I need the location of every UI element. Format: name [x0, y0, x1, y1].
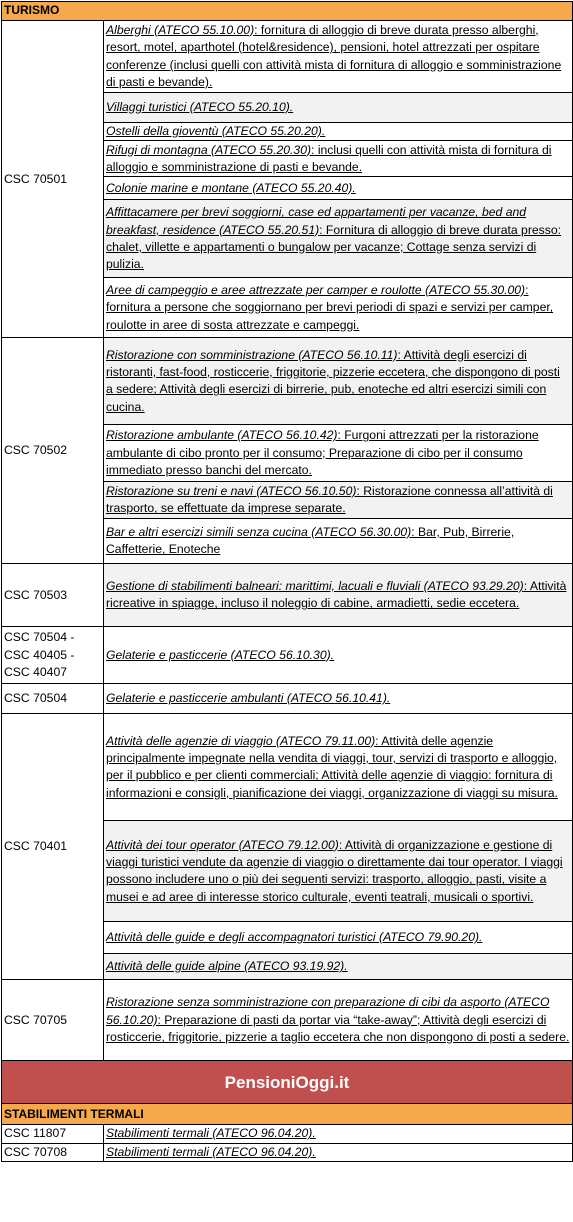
activity-description	[104, 200, 573, 278]
activity-description	[104, 1143, 573, 1161]
table-row	[2, 21, 573, 93]
activity-description	[104, 922, 573, 954]
table-row	[2, 980, 573, 1061]
activity-description	[104, 684, 573, 714]
activity-title: Attività delle agenzie di viaggio (ATECO 79.11.00)	[106, 733, 376, 748]
activity-title: Gelaterie e pasticcerie ambulanti (ATECO 56.10.41).	[106, 691, 391, 706]
csc-code: CSC 11807	[2, 1125, 104, 1143]
activity-title: Ostelli della gioventù (ATECO 55.20.20).	[106, 124, 326, 138]
activity-text: : Attività di organizzazione e gestione di viaggi turistici vendute da agenzie di viaggio o direttamente dai tour operator. I viaggi possono includere uno o più dei seguenti servizi: trasporto, alloggio, pasti, visite a musei e ad aree di interesse storico culturale, eventi teatrali, musicali o sportivi.	[106, 837, 563, 904]
table-row	[2, 338, 573, 425]
table-row	[2, 627, 573, 684]
csc-code: CSC 70708	[2, 1143, 104, 1161]
activity-title: Stabilimenti termali (ATECO 96.04.20).	[106, 1126, 316, 1141]
activity-description	[104, 482, 573, 519]
activity-description	[104, 821, 573, 922]
activity-text: : fornitura a persone che soggiornano per brevi periodi di spazi e servizi per camper, roulotte in aree di sosta attrezzate e campeggi.	[106, 282, 554, 332]
activity-title: Villaggi turistici (ATECO 55.20.10).	[106, 99, 294, 114]
activity-title: Alberghi (ATECO 55.10.00)	[106, 22, 255, 37]
activity-title: Stabilimenti termali (ATECO 96.04.20).	[106, 1144, 316, 1159]
activity-title: Rifugi di montagna (ATECO 55.20.30)	[106, 142, 312, 157]
table-row	[2, 714, 573, 821]
activity-title: Ristorazione con somministrazione (ATECO 56.10.11)	[106, 347, 398, 362]
activity-text: : Attività delle agenzie principalmente impegnate nella vendita di viaggi, tour, servizi di trasporto e alloggio, per il pubblico e per clienti commerciali; Attività delle agenzie di viaggio: fornitura di informazioni e consigli, pianificazione dei viaggi, organizzazione di viaggi su misura.	[106, 733, 558, 800]
activity-description	[104, 93, 573, 123]
csc-code: CSC 70501	[2, 21, 104, 338]
activity-text: : inclusi quelli con attività mista di fornitura di alloggio e somministrazione di pasti e bevande.	[106, 142, 552, 174]
csc-code: CSC 70504 - CSC 40405 - CSC 40407	[2, 627, 104, 684]
activity-description	[104, 21, 573, 93]
activity-text: : Attività ricreative in spiagge, incluso il noleggio di cabine, armadietti, sedie eccetera.	[106, 579, 567, 611]
activity-title: Aree di campeggio e aree attrezzate per camper e roulotte (ATECO 55.30.00)	[106, 282, 526, 297]
table-row	[2, 684, 573, 714]
activity-description	[104, 338, 573, 425]
activity-description	[104, 519, 573, 564]
activity-text: : Attività degli esercizi di ristoranti, fast-food, rosticcerie, friggitorie, pizzerie eccetera, che dispongono di posti a sedere; Attività degli esercizi di birrerie, pub, enoteche ed altri esercizi simili con cucina.	[106, 347, 560, 414]
activity-description	[104, 954, 573, 980]
activity-description	[104, 564, 573, 627]
section-header-turismo: TURISMO	[2, 2, 573, 21]
csc-code: CSC 70503	[2, 564, 104, 627]
activity-description	[104, 177, 573, 200]
activity-title: Gelaterie e pasticcerie (ATECO 56.10.30).	[106, 647, 335, 662]
brand-banner: PensioniOggi.it	[2, 1061, 573, 1104]
activity-text: : Furgoni attrezzati per la ristorazione ambulante di cibo pronto per il consumo; Preparazione di cibo per il consumo immediato presso banchi del mercato.	[106, 428, 539, 478]
activity-text: : fornitura di alloggio di breve durata presso alberghi, resort, motel, aparthotel (hotel&residence), pensioni, hotel attrezzati per ospitare conferenze (inclusi quelli con attività mista di fornitura di alloggio e somministrazione di pasti e bevande).	[106, 22, 562, 89]
section-row-turismo	[2, 2, 573, 21]
activity-title: Colonie marine e montane (ATECO 55.20.40).	[106, 180, 356, 195]
activity-text: : Preparazione di pasti da portar via “take-away”; Attività degli esercizi di rosticcerie, friggitorie, pizzerie a taglio eccetera che non dispongono di posti a sedere.	[106, 1012, 570, 1045]
activity-text: : Ristorazione connessa all’attività di trasporto, se effettuate da imprese separate.	[106, 484, 553, 516]
activity-title: Ristorazione senza somministrazione con preparazione di cibi da asporto (ATECO 56.10.20)	[106, 995, 550, 1027]
activity-description	[104, 1125, 573, 1143]
activity-title: Ristorazione su treni e navi (ATECO 56.10.50)	[106, 484, 357, 498]
activity-description	[104, 980, 573, 1061]
csc-code: CSC 70502	[2, 338, 104, 564]
section-header-termali: STABILIMENTI TERMALI	[2, 1104, 573, 1125]
table-row	[2, 1143, 573, 1161]
activity-title: Ristorazione ambulante (ATECO 56.10.42)	[106, 428, 338, 443]
codes-table	[1, 1, 573, 1162]
table-row	[2, 564, 573, 627]
csc-code: CSC 70504	[2, 684, 104, 714]
activity-title: Gestione di stabilimenti balneari: marittimi, lacuali e fluviali (ATECO 93.29.20)	[106, 579, 524, 593]
section-row-termali	[2, 1104, 573, 1125]
activity-title: Attività dei tour operator (ATECO 79.12.00)	[106, 837, 339, 852]
activity-text: : Fornitura di alloggio di breve durata presso: chalet, villette e appartamenti o bungalow per vacanze; Cottage senza servizi di pulizia.	[106, 222, 562, 272]
activity-description	[104, 714, 573, 821]
table-row	[2, 1125, 573, 1143]
activity-title: Attività delle guide e degli accompagnatori turistici (ATECO 79.90.20).	[106, 930, 483, 945]
brand-row	[2, 1061, 573, 1104]
activity-title: Affittacamere per brevi soggiorni, case ed appartamenti per vacanze, bed and breakfast, residence (ATECO 55.20.51)	[106, 205, 527, 237]
activity-description	[104, 278, 573, 338]
activity-text: : Bar, Pub, Birrerie, Caffetterie, Enoteche	[106, 525, 515, 557]
csc-code: CSC 70401	[2, 714, 104, 980]
activity-description	[104, 627, 573, 684]
activity-description	[104, 425, 573, 482]
activity-description	[104, 141, 573, 177]
activity-title: Attività delle guide alpine (ATECO 93.19.92).	[106, 959, 348, 974]
activity-description	[104, 123, 573, 141]
activity-title: Bar e altri esercizi simili senza cucina (ATECO 56.30.00)	[106, 525, 412, 539]
csc-code: CSC 70705	[2, 980, 104, 1061]
